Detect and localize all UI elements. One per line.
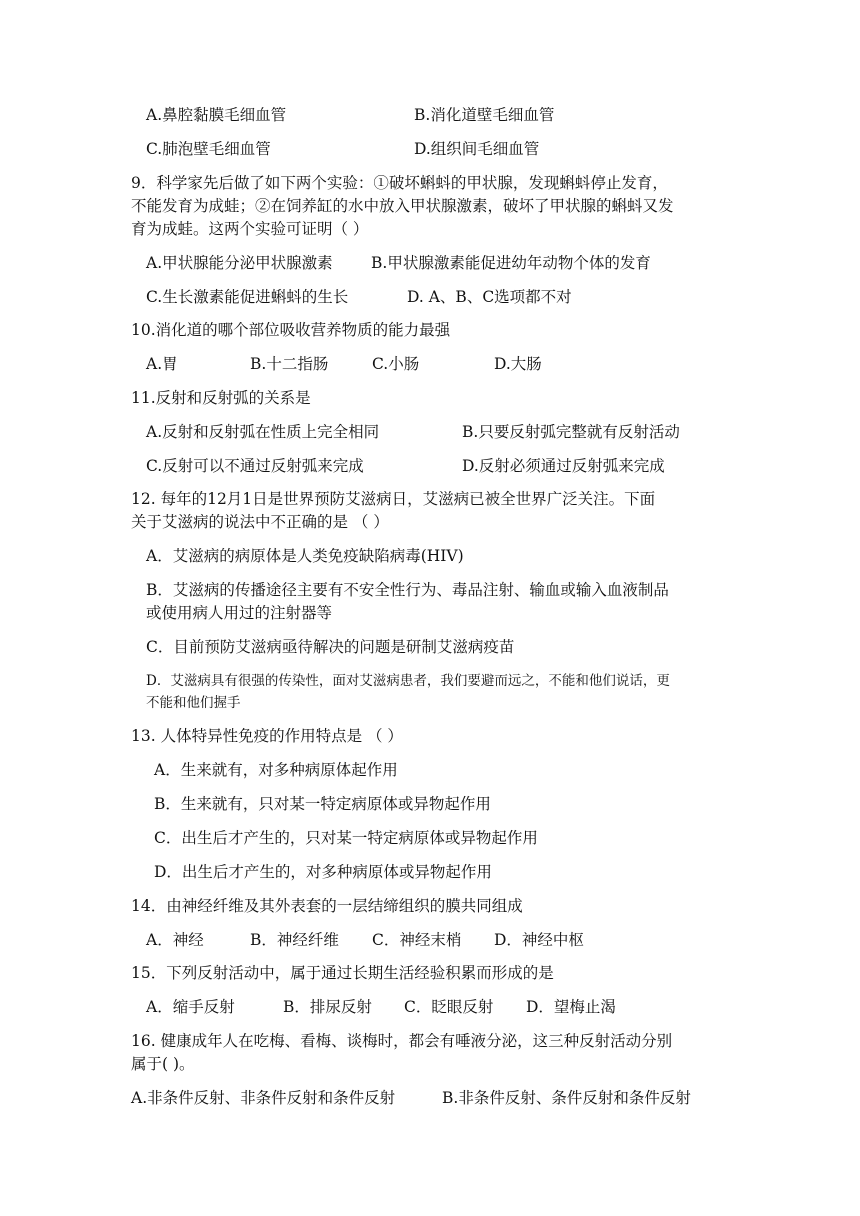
q12-option-b-line-1: B．艾滋病的传播途径主要有不安全性行为、毒品注射、输血或输入血液制品 bbox=[146, 581, 669, 599]
q13-option-b: B．生来就有，只对某一特定病原体或异物起作用 bbox=[154, 795, 491, 813]
q15-option-d: D．望梅止渴 bbox=[526, 998, 616, 1016]
q11-option-a: A.反射和反射弧在性质上完全相同 bbox=[146, 423, 380, 441]
q10-option-b: B.十二指肠 bbox=[250, 355, 329, 373]
q12-stem-line-1: 12. 每年的12月1日是世界预防艾滋病日，艾滋病已被全世界广泛关注。下面 bbox=[131, 490, 656, 508]
q13-option-c: C．出生后才产生的，只对某一特定病原体或异物起作用 bbox=[154, 829, 538, 847]
q16-option-b: B.非条件反射、条件反射和条件反射 bbox=[442, 1089, 691, 1107]
q13-option-a: A．生来就有，对多种病原体起作用 bbox=[154, 761, 398, 779]
q12-option-c: C．目前预防艾滋病亟待解决的问题是研制艾滋病疫苗 bbox=[146, 638, 515, 656]
q9-option-a: A.甲状腺能分泌甲状腺激素 bbox=[146, 254, 333, 272]
q16-stem-line-2: 属于( )。 bbox=[131, 1055, 195, 1073]
q15-stem: 15．下列反射活动中，属于通过长期生活经验积累而形成的是 bbox=[131, 964, 554, 982]
q10-option-d: D.大肠 bbox=[494, 355, 542, 373]
q12-option-a: A．艾滋病的病原体是人类免疫缺陷病毒(HIV) bbox=[146, 547, 464, 565]
q14-option-b: B．神经纤维 bbox=[250, 931, 339, 949]
q12-option-d-line-1: D．艾滋病具有很强的传染性，面对艾滋病患者，我们要避而远之，不能和他们说话，更 bbox=[146, 673, 670, 689]
q8-option-c: C.肺泡壁毛细血管 bbox=[146, 140, 271, 158]
q15-option-a: A．缩手反射 bbox=[146, 998, 235, 1016]
q14-stem: 14．由神经纤维及其外表套的一层结缔组织的膜共同组成 bbox=[131, 897, 523, 915]
q11-option-d: D.反射必须通过反射弧来完成 bbox=[462, 457, 665, 475]
q12-stem-line-2: 关于艾滋病的说法中不正确的是 （ ） bbox=[131, 513, 389, 531]
q8-option-d: D.组织间毛细血管 bbox=[414, 140, 540, 158]
q14-option-c: C．神经末梢 bbox=[372, 931, 462, 949]
q9-option-c: C.生长激素能促进蝌蚪的生长 bbox=[146, 288, 349, 306]
q16-stem-line-1: 16. 健康成年人在吃梅、看梅、谈梅时，都会有唾液分泌，这三种反射活动分别 bbox=[131, 1032, 673, 1050]
q11-stem: 11.反射和反射弧的关系是 bbox=[131, 389, 311, 407]
q11-option-c: C.反射可以不通过反射弧来完成 bbox=[146, 457, 364, 475]
q9-option-d: D. A、B、C选项都不对 bbox=[407, 288, 572, 306]
q15-option-c: C．眨眼反射 bbox=[404, 998, 494, 1016]
q13-stem: 13. 人体特异性免疫的作用特点是 （ ） bbox=[131, 727, 403, 745]
q16-option-a: A.非条件反射、非条件反射和条件反射 bbox=[131, 1089, 396, 1107]
q10-option-c: C.小肠 bbox=[372, 355, 420, 373]
q13-option-d: D．出生后才产生的，对多种病原体或异物起作用 bbox=[154, 863, 492, 881]
q10-option-a: A.胃 bbox=[146, 355, 178, 373]
q9-stem-line-1: 9．科学家先后做了如下两个实验：①破坏蝌蚪的甲状腺，发现蝌蚪停止发育， bbox=[131, 174, 668, 192]
q14-option-a: A．神经 bbox=[146, 931, 204, 949]
q8-option-b: B.消化道壁毛细血管 bbox=[414, 106, 555, 124]
q9-stem-line-3: 育为成蛙。这两个实验可证明（ ） bbox=[131, 220, 369, 238]
q15-option-b: B．排尿反射 bbox=[283, 998, 372, 1016]
q14-option-d: D．神经中枢 bbox=[494, 931, 584, 949]
q12-option-b-line-2: 或使用病人用过的注射器等 bbox=[146, 604, 333, 622]
q9-option-b: B.甲状腺激素能促进幼年动物个体的发育 bbox=[371, 254, 651, 272]
q8-option-a: A.鼻腔黏膜毛细血管 bbox=[146, 106, 287, 124]
q12-option-d-line-2: 不能和他们握手 bbox=[146, 695, 241, 711]
q9-stem-line-2: 不能发育为成蛙；②在饲养缸的水中放入甲状腺激素，破坏了甲状腺的蝌蚪又发 bbox=[131, 197, 674, 215]
q11-option-b: B.只要反射弧完整就有反射活动 bbox=[462, 423, 680, 441]
q10-stem: 10.消化道的哪个部位吸收营养物质的能力最强 bbox=[131, 321, 451, 339]
